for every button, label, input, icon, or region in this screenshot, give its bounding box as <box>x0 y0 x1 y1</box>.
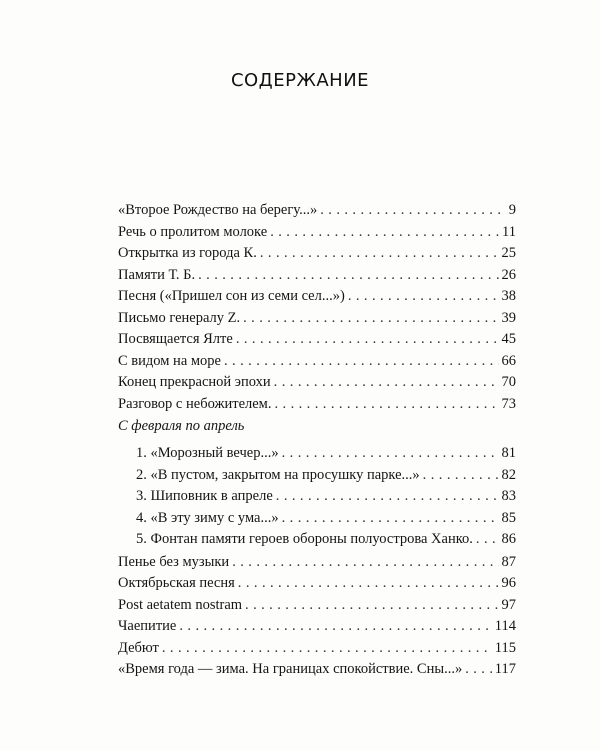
toc-entry-title: «Второе Рождество на берегу...» <box>118 202 318 218</box>
toc-entry-title: 5. Фонтан памяти героев обороны полуострова Ханко. <box>136 531 473 547</box>
toc-entry-title: Речь о пролитом молоке <box>118 223 268 240</box>
dot-leader <box>162 640 492 657</box>
toc-entry-title: 3. Шиповник в апреле <box>136 488 273 504</box>
dot-leader <box>232 554 498 571</box>
dot-leader <box>465 661 492 678</box>
toc-entry-page: 85 <box>501 509 516 526</box>
dot-leader <box>476 531 499 548</box>
toc-entry[interactable] <box>118 396 516 416</box>
toc-subentry[interactable] <box>136 467 516 487</box>
toc-entry[interactable] <box>118 597 516 617</box>
toc-entry-page: 26 <box>501 266 516 283</box>
dot-leader <box>224 353 499 370</box>
toc-entry-title: Песня («Пришел сон из семи сел...») <box>118 288 345 304</box>
toc-entry-page: 82 <box>501 466 516 483</box>
toc-entry[interactable] <box>118 202 516 222</box>
dot-leader <box>282 445 499 462</box>
dot-leader <box>270 224 499 241</box>
toc-entry[interactable] <box>118 640 516 660</box>
toc-subentry[interactable] <box>136 488 516 508</box>
toc-entry[interactable] <box>118 331 516 351</box>
toc-entry[interactable] <box>118 575 516 595</box>
toc-entry-page: 115 <box>494 639 516 656</box>
toc-entry-title: Конец прекрасной эпохи <box>118 374 271 390</box>
toc-entry[interactable] <box>118 288 516 308</box>
toc-entry-title: Пенье без музыки <box>118 553 230 570</box>
toc-subentry[interactable] <box>136 445 516 465</box>
dot-leader <box>260 245 499 262</box>
toc-entry-page: 45 <box>501 331 516 347</box>
toc-entry[interactable] <box>118 618 516 638</box>
dot-leader <box>274 374 499 391</box>
dot-leader <box>348 288 499 305</box>
toc-entry-title: Открытка из города К. <box>118 245 257 261</box>
dot-leader <box>243 310 498 327</box>
toc-entry-title: С видом на море <box>118 352 221 369</box>
dot-leader <box>282 510 499 527</box>
toc-entry-title: Памяти Т. Б. <box>118 266 196 283</box>
toc-entry-page: 70 <box>501 374 516 390</box>
toc-subentry[interactable] <box>136 510 516 530</box>
toc-entry-title: Чаепитие <box>118 618 177 634</box>
toc-entry-page: 96 <box>501 575 516 591</box>
toc-entry-title: Октябрьская песня <box>118 575 235 591</box>
toc-entry-page: 66 <box>501 352 516 369</box>
toc-entry[interactable] <box>118 554 516 574</box>
toc-entry[interactable] <box>118 310 516 330</box>
toc-subentry[interactable] <box>136 531 516 551</box>
toc-entry-page: 97 <box>501 596 516 613</box>
toc-entry-title: Разговор с небожителем. <box>118 395 272 412</box>
section-heading: С февраля по апрель <box>118 418 245 434</box>
toc-entry[interactable] <box>118 661 516 681</box>
toc-entry-page: 73 <box>501 395 516 412</box>
toc-entry-title: Post aetatem nostram <box>118 596 243 613</box>
toc-entry-page: 117 <box>494 661 516 677</box>
toc-entry[interactable] <box>118 374 516 394</box>
toc-entry-title: Письмо генералу Z. <box>118 309 241 326</box>
toc-entry-page: 39 <box>501 309 516 326</box>
dot-leader <box>245 597 498 614</box>
toc-entry[interactable] <box>118 245 516 265</box>
dot-leader <box>238 575 499 592</box>
toc-entry-title: 1. «Морозный вечер...» <box>136 445 279 461</box>
dot-leader <box>276 488 499 505</box>
toc-entry-page: 114 <box>494 618 516 634</box>
toc-entry-title: Посвящается Ялте <box>118 331 233 347</box>
toc-entry-title: Дебют <box>118 639 159 656</box>
toc-entry[interactable] <box>118 353 516 373</box>
page-title: СОДЕРЖАНИЕ <box>230 70 370 91</box>
toc-entry-page: 9 <box>508 202 516 218</box>
toc-entry-page: 11 <box>502 223 516 240</box>
toc-entry-page: 81 <box>501 445 516 461</box>
toc-entry[interactable] <box>118 224 516 244</box>
toc-entry-page: 83 <box>501 488 516 504</box>
dot-leader <box>236 331 499 348</box>
dot-leader <box>423 467 499 484</box>
toc-entry[interactable] <box>118 267 516 287</box>
dot-leader <box>198 267 498 284</box>
dot-leader <box>320 202 501 219</box>
toc-entry-title: 4. «В эту зиму с ума...» <box>136 509 279 526</box>
toc-entry-page: 87 <box>501 553 516 570</box>
dot-leader <box>274 396 498 413</box>
toc-entry-title: «Время года — зима. На границах спокойствие. Сны...» <box>118 661 463 677</box>
toc-entry-title: 2. «В пустом, закрытом на просушку парке...» <box>136 466 420 483</box>
toc-entry-page: 38 <box>501 288 516 304</box>
toc-entry-page: 25 <box>501 245 516 261</box>
dot-leader <box>179 618 491 635</box>
toc-entry-page: 86 <box>501 531 516 547</box>
